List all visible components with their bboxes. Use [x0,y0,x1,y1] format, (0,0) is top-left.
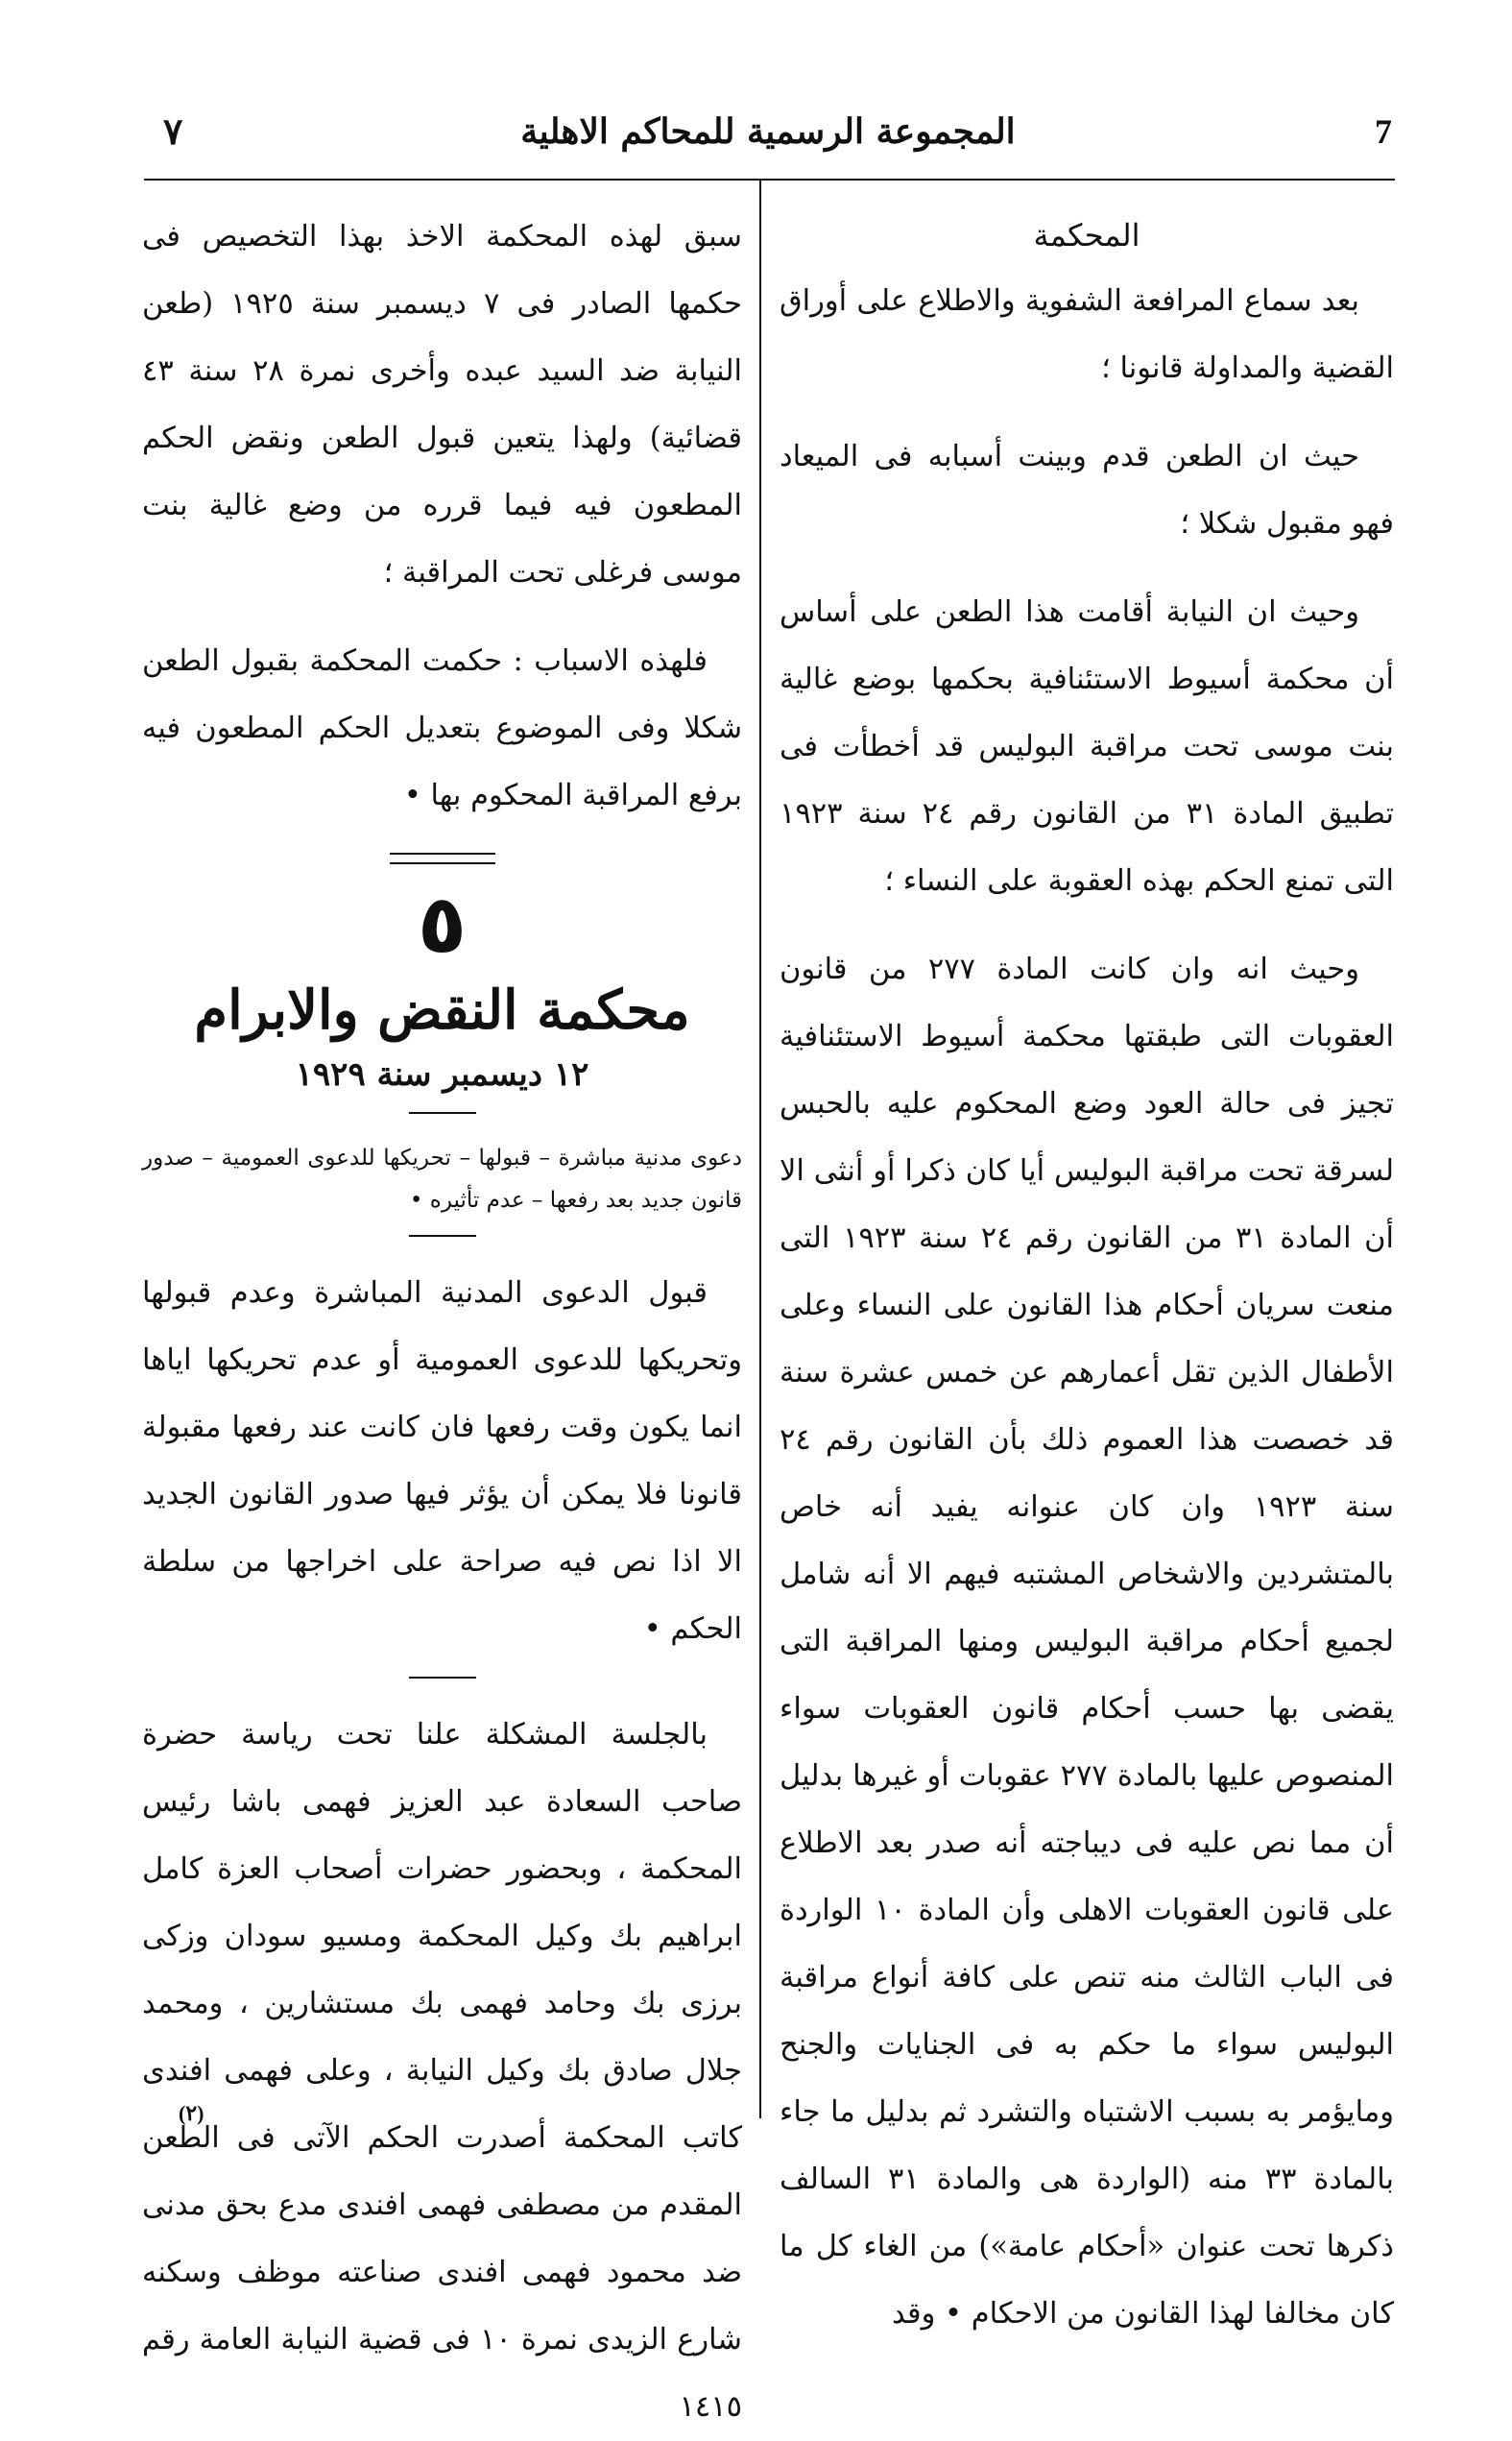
signature-mark: (٢) [179,2101,204,2125]
case-number: ٥ [417,877,468,971]
paragraph: وحيث ان النيابة أقامت هذا الطعن على أساس أن محكمة أسيوط الاستئنافية بحكمها بوضع غالية بنت موسى تحت مراقبة البوليس قد أخطأت فى تطبيق المادة ٣١ من القانون رقم ٢٤ سنة ١٩٢٣ التى تمنع الحكم بهذه العقوبة على النساء ؛ [780,595,1394,898]
paragraph: وحيث انه وان كانت المادة ٢٧٧ من قانون العقوبات التى طبقتها محكمة أسيوط الاستئنافية تجيز فى حالة العود وضع المحكوم عليه بالحبس لسرقة تحت مراقبة البوليس أيا كان ذكرا أو أنثى الا أن المادة ٣١ من القانون رقم ٢٤ سنة ١٩٢٣ التى منعت سريان أحكام هذا القانون على النساء وعلى الأطفال الذين تقل أعمارهم عن خمس عشرة سنة قد خصصت هذا العموم ذلك بأن القانون رقم ٢٤ سنة ١٩٢٣ وان كان عنوانه يفيد أنه خاص بالمتشردين والاشخاص المشتبه فيهم الا أنه شامل لجميع أحكام مراقبة البوليس ومنها المراقبة التى يقضى بها حسب أحكام قانون العقوبات سواء المنصوص عليها بالمادة ٢٧٧ عقوبات أو غيرها بدليل أن مما نص عليه فى ديباجته أنه صدر بعد الاطلاع على قانون العقوبات الاهلى وأن المادة ١٠ الواردة فى الباب الثالث منه تنص على كافة أنواع مراقبة البوليس سواء ما حكم به فى الجنايات والجنح ومايؤمر به بسبب الاشتباه والتشرد ثم بدليل ما جاء بالمادة ٣٣ منه (الواردة هى والمادة ٣١ السالف ذكرها تحت عنوان «أحكام عامة») من الغاء كل ما كان مخالفا لهذا القانون من الاحكام • وقد [780,953,1394,2331]
page-number-arabic: ٧ [163,109,183,153]
paragraph: سبق لهذه المحكمة الاخذ بهذا التخصيص فى حكمها الصادر فى ٧ ديسمبر سنة ١٩٢٥ (طعن النيابة ضد السيد عبده وأخرى نمرة ٢٨ سنة ٤٣ قضائية) ولهذا يتعين قبول الطعن ونقض الحكم المطعون فيه فيما قرره من وضع غالية بنت موسى فرغلى تحت المراقبة ؛ [142,220,742,590]
page-header [144,104,1392,171]
session-paragraph: بالجلسة المشكلة علنا تحت رياسة حضرة صاحب السعادة عبد العزيز فهمى باشا رئيس المحكمة ، وبحضور حضرات أصحاب العزة كامل ابراهيم بك وكيل المحكمة ومسيو سودان وزكى برزى بك وحامد فهمى بك مستشارين ، ومحمد جلال صادق بك وكيل النيابة ، وعلى فهمى افندى كاتب المحكمة أصدرت الحكم الآتى فى الطعن المقدم من مصطفى فهمى افندى مدع بحق مدنى ضد محمود فهمى افندى صناعته موظف وسكنه شارع الزيدى نمرة ١٠ فى قضية النيابة العامة رقم ١٤١٥ [142,1718,742,2424]
paragraph: حيث ان الطعن قدم وبينت أسبابه فى الميعاد فهو مقبول شكلا ؛ [780,440,1394,541]
legal-principle: قبول الدعوى المدنية المباشرة وعدم قبولها وتحريكها للدعوى العمومية أو عدم تحريكها اياها انما يكون وقت رفعها فان كانت عند رفعها مقبولة قانونا فلا يمكن أن يؤثر فيها صدور القانون الجديد الا اذا نص فيه صراحة على اخراجها من سلطة الحكم • [142,1276,742,1646]
court-name: محكمة النقض والابرام [194,979,690,1042]
column-divider [759,179,761,2118]
header-rule [144,179,1395,181]
separator [409,1677,476,1679]
right-column [780,206,1394,2348]
left-column [142,204,742,2441]
summary-keywords: دعوى مدنية مباشرة – قبولها – تحريكها للدعوى العمومية – صدور قانون جديد بعد رفعها – عدم تأثيره • [142,1146,742,1213]
paragraph: فلهذه الاسباب : حكمت المحكمة بقبول الطعن شكلا وفى الموضوع بتعديل الحكم المطعون فيه برفع المراقبة المحكوم بها • [142,644,742,812]
double-separator [390,853,495,864]
separator [409,1235,476,1237]
separator [409,1112,476,1114]
page-number-latin: 7 [1375,112,1392,151]
publication-title: المجموعة الرسمية للمحاكم الاهلية [520,111,1016,152]
case-date: ١٢ ديسمبر سنة ١٩٢٩ [295,1055,589,1094]
paragraph: بعد سماع المرافعة الشفوية والاطلاع على أوراق القضية والمداولة قانونا ؛ [780,284,1394,385]
section-heading-court: المحكمة [1033,217,1140,254]
